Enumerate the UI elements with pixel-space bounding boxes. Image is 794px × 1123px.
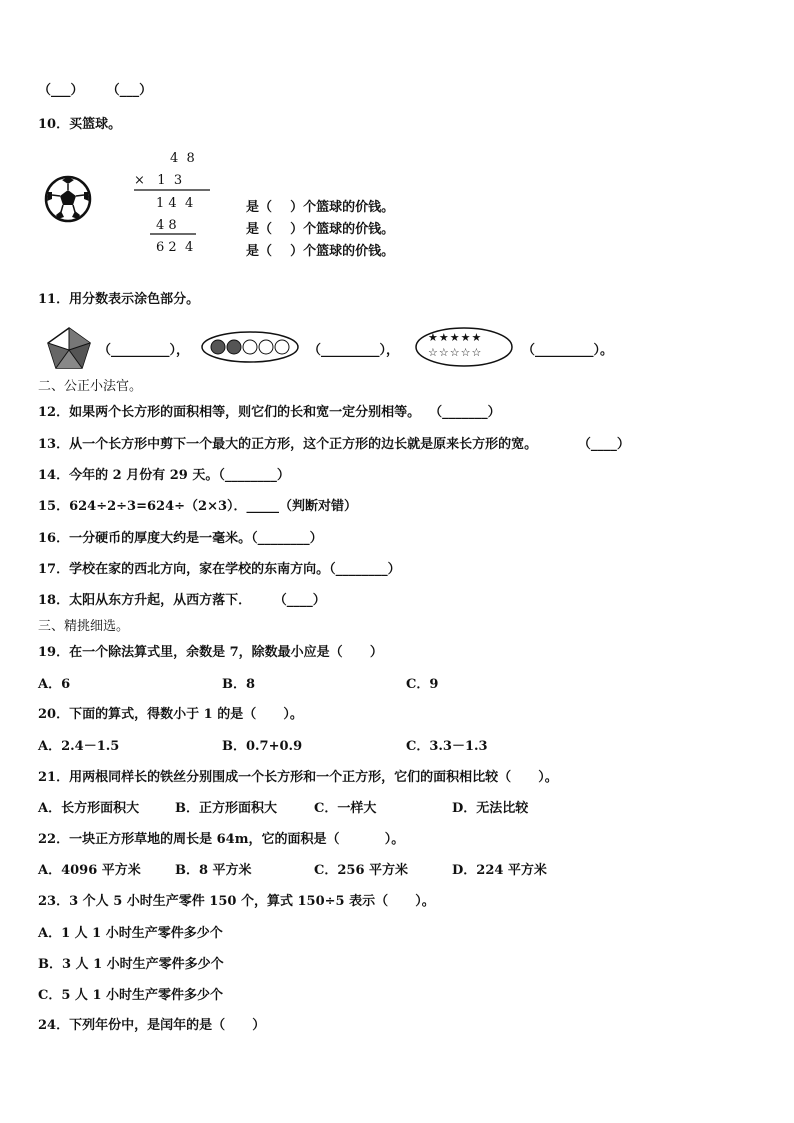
q19-option-b: B．8 [222,677,256,692]
circles-figure [200,330,300,364]
question-23: 23．3 个人 5 小时生产零件 150 个，算式 150÷5 表示（ ）。 [38,894,435,909]
q21-option-b: B．正方形面积大 [175,801,277,816]
blank-stars: （_________）。 [522,343,614,358]
question-16: 16．一分硬币的厚度大约是一毫米。（________） [38,531,323,546]
question-24: 24．下列年份中，是闰年的是（ ） [38,1018,266,1033]
mult-row-1: 4 8 [170,151,195,166]
empty-stars: ☆☆☆☆☆ [428,346,483,359]
mult-row-3: 1 4 4 [156,196,194,211]
answer-line-3: 是（ ）个篮球的价钱。 [246,244,395,259]
pentagon-figure [46,326,92,370]
q23-option-a: A．1 人 1 小时生产零件多少个 [38,926,223,941]
q21-option-a: A．长方形面积大 [38,801,140,816]
question-20: 20．下面的算式，得数小于 1 的是（ ）。 [38,707,303,722]
q22-option-c: C．256 平方米 [314,863,409,878]
blank-pentagon: （_________）， [98,343,190,358]
question-11-title: 11．用分数表示涂色部分。 [38,292,200,307]
question-15: 15．624÷2÷3=624÷（2×3）．_____（判断对错） [38,499,358,514]
filled-stars: ★★★★★ [428,331,483,344]
q20-option-b: B．0.7+0.9 [222,739,303,754]
mult-lines [0,0,794,260]
blank-1: （___） [38,83,84,98]
q20-option-c: C．3.3－1.3 [406,739,488,754]
q20-option-a: A．2.4－1.5 [38,739,120,754]
section-3-heading: 三、精挑细选。 [38,619,130,634]
q21-option-c: C．一样大 [314,801,377,816]
mult-row-4: 4 8 [156,218,177,233]
section-2-heading: 二、公正小法官。 [38,379,143,394]
q22-option-a: A．4096 平方米 [38,863,141,878]
answer-line-2: 是（ ）个篮球的价钱。 [246,222,395,237]
q19-option-c: C．9 [406,677,439,692]
question-10-title: 10．买篮球。 [38,117,122,132]
q21-option-d: D．无法比较 [452,801,529,816]
question-12: 12．如果两个长方形的面积相等，则它们的长和宽一定分别相等。 （_______） [38,405,501,420]
answer-line-1: 是（ ）个篮球的价钱。 [246,200,395,215]
q19-option-a: A．6 [38,677,71,692]
mult-row-5: 6 2 4 [156,240,194,255]
question-19: 19．在一个除法算式里，余数是 7，除数最小应是（ ） [38,645,383,660]
mult-row-2: × 1 3 [134,173,183,188]
question-18: 18．太阳从东方升起，从西方落下． （____） [38,593,326,608]
blank-circles: （_________）， [308,343,400,358]
question-22: 22．一块正方形草地的周长是 64m，它的面积是（ ）。 [38,832,405,847]
q23-option-c: C．5 人 1 小时生产零件多少个 [38,988,224,1003]
question-13: 13．从一个长方形中剪下一个最大的正方形，这个正方形的边长就是原来长方形的宽。 （____） [38,437,630,452]
question-17: 17．学校在家的西北方向，家在学校的东南方向。（________） [38,562,401,577]
q22-option-b: B．8 平方米 [175,863,252,878]
q22-option-d: D．224 平方米 [452,863,547,878]
q23-option-b: B．3 人 1 小时生产零件多少个 [38,957,224,972]
question-21: 21．用两根同样长的铁丝分别围成一个长方形和一个正方形，它们的面积相比较（ ）。 [38,770,558,785]
question-14: 14．今年的 2 月份有 29 天。（________） [38,468,290,483]
blank-2: （___） [106,83,153,98]
